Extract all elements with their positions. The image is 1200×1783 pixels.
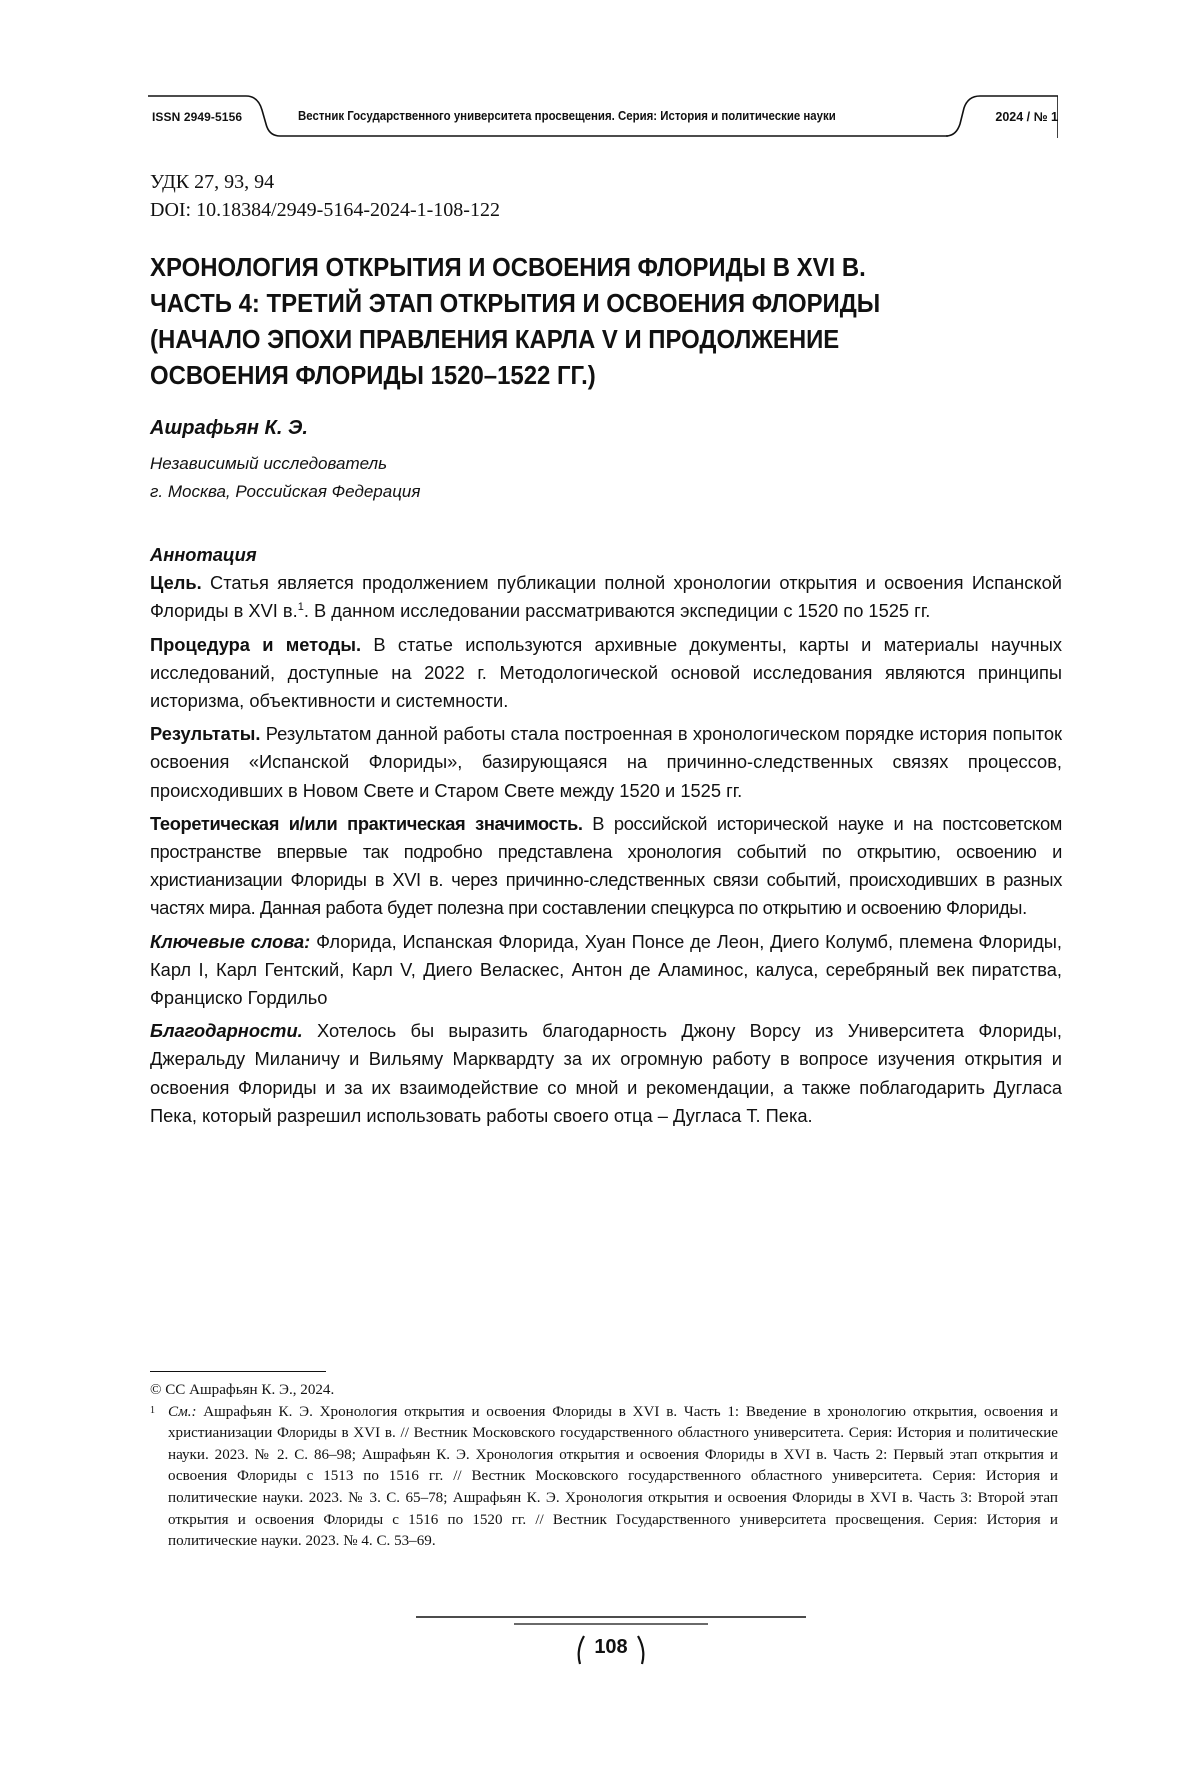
abstract (150, 541, 1062, 1135)
article-identifiers (150, 168, 500, 224)
keywords-text: Флорида, Испанская Флорида, Хуан Понсе де Леон, Диего Колумб, племена Флориды, Карл I, Карл Гентский, Карл V, Диего Веласкес, Антон де Аламинос, калуса, серебряный век пиратства, Франциско Гордильо (150, 930, 1062, 1009)
abstract-results (150, 720, 1062, 805)
footnote-ref[interactable]: 1 (297, 601, 304, 614)
title-line: ЧАСТЬ 4: ТРЕТИЙ ЭТАП ОТКРЫТИЯ И ОСВОЕНИЯ ФЛОРИДЫ (150, 288, 881, 318)
issn: ISSN 2949-5156 (152, 110, 243, 124)
footnote-see: См.: (168, 1403, 197, 1420)
page-footer (416, 1610, 806, 1670)
significance-label: Теоретическая и/или практическая значимость. (150, 812, 583, 834)
abstract-goal (150, 569, 1062, 625)
title-line: ХРОНОЛОГИЯ ОТКРЫТИЯ И ОСВОЕНИЯ ФЛОРИДЫ В XVI В. (150, 252, 866, 282)
abstract-methods (150, 631, 1062, 716)
footnote-1 (150, 1402, 1058, 1553)
copyright-notice: © CC Ашрафьян К. Э., 2024. (150, 1382, 335, 1398)
thanks-label: Благодарности. (150, 1020, 303, 1042)
thanks-text: Хотелось бы выразить благодарность Джону Ворсу из Университета Флориды, Джеральду Миланичу и Вильяму Марквардту за их огромную работу в вопросе изучения открытия и освоения Флориды и за их взаимодействие со мной и рекомендации, а также поблагодарить Дугласа Пека, который разрешил использовать работы своего отца – Дугласа Т. Пека. (150, 1020, 1062, 1126)
footnote-divider (150, 1371, 326, 1372)
page-number: 108 (594, 1636, 628, 1658)
footnote-text: Ашрафьян К. Э. Хронология открытия и освоения Флориды в XVI в. Часть 1: Введение в хронологию открытия, освоения и христианизации Флориды в XVI в. // Вестник Московского государственного областного университета. Серия: История и политические науки. 2023. № 2. С. 86–98; Ашрафьян К. Э. Хронология открытия и освоения Флориды в XVI в. Часть 2: Первый этап открытия и освоения Флориды с 1513 по 1516 гг. // Вестник Московского государственного областного университета. Серия: История и политические науки. 2023. № 3. С. 65–78; Ашрафьян К. Э. Хронология открытия и освоения Флориды в XVI в. Часть 3: Второй этап открытия и освоения Флориды с 1516 по 1520 гг. // Вестник Государственного университета просвещения. Серия: История и политические науки. 2023. № 4. С. 53–69. (168, 1403, 1058, 1550)
author-name: Ашрафьян К. Э. (150, 417, 308, 439)
methods-text: В статье используются архивные документы, карты и материалы научных исследований, доступные на 2022 г. Методологической основой исследования являются принципы историзма, объективности и системности. (150, 633, 1062, 712)
journal-name: Вестник Государственного университета просвещения. Серия: История и политические науки (298, 108, 836, 123)
affiliation-line: Независимый исследователь (150, 454, 388, 473)
abstract-keywords (150, 928, 1062, 1013)
abstract-significance (150, 810, 1062, 923)
title-line: ОСВОЕНИЯ ФЛОРИДЫ 1520–1522 ГГ.) (150, 360, 596, 390)
footnote-mark: 1 (150, 1404, 155, 1416)
significance-text: В российской исторической науке и на постсоветском пространстве впервые так подробно представлена хронология событий по открытию, освоению и христианизации Флориды в XVI в. через причинно-следственных связи событий, происходивших в разных частях мира. Данная работа будет полезна при составлении спецкурса по открытию и освоению Флориды. (150, 812, 1062, 919)
issue-number: 2024 / № 1 (995, 110, 1058, 124)
doi: DOI: 10.18384/2949-5164-2024-1-108-122 (150, 199, 500, 221)
goal-text: Статья является продолжением публикации полной хронологии открытия и освоения Испанской Флориды в XVI в. (150, 572, 1062, 622)
article-title (150, 249, 978, 393)
results-text: Результатом данной работы стала построенная в хронологическом порядке история попыток освоения «Испанской Флориды», базирующаяся на причинно-следственных связях процессов, происходивших в Новом Свете и Старом Свете между 1520 и 1525 гг. (150, 723, 1062, 801)
goal-label: Цель. (150, 572, 202, 594)
abstract-heading: Аннотация (150, 544, 257, 565)
udk: УДК 27, 93, 94 (150, 171, 275, 193)
abstract-acknowledgements (150, 1017, 1062, 1130)
author-affiliation (150, 450, 420, 506)
footnotes (150, 1380, 1058, 1553)
affiliation-line: г. Москва, Российская Федерация (150, 482, 421, 501)
running-header (148, 86, 1058, 140)
title-line: (НАЧАЛО ЭПОХИ ПРАВЛЕНИЯ КАРЛА V И ПРОДОЛЖЕНИЕ (150, 324, 840, 354)
goal-text-2: . В данном исследовании рассматриваются экспедиции с 1520 по 1525 гг. (303, 600, 931, 622)
methods-label: Процедура и методы. (150, 633, 362, 655)
results-label: Результаты. (150, 723, 261, 745)
keywords-label: Ключевые слова: (150, 930, 311, 952)
